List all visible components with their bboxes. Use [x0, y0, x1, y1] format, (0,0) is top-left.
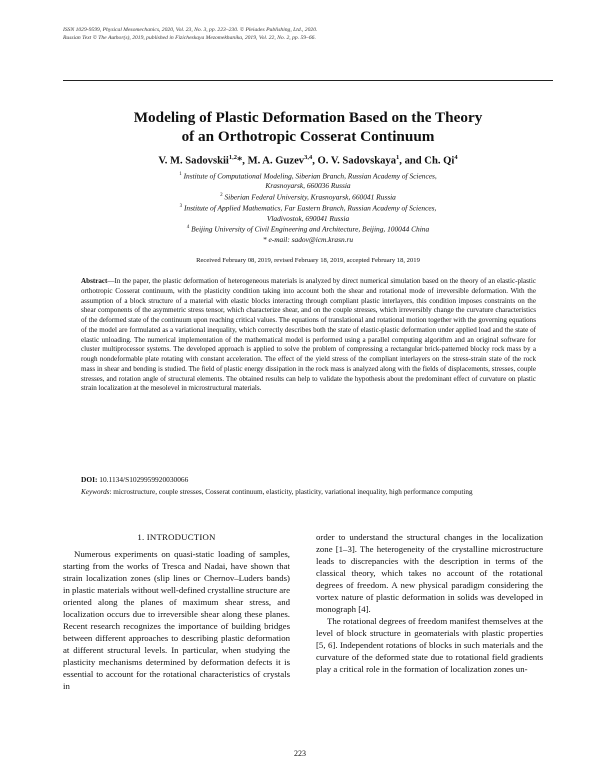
journal-header [63, 26, 553, 42]
keywords-label: Keywords [81, 488, 110, 496]
affiliation-continuation: Krasnoyarsk, 660036 Russia [265, 181, 351, 191]
affiliation [63, 223, 553, 234]
author-name: V. M. Sadovskii [158, 155, 229, 167]
author-name: O. V. Sadovskaya [317, 155, 397, 167]
author-name: Ch. Qi [424, 155, 455, 167]
body-column-left [63, 531, 290, 692]
doi-label: DOI: [81, 475, 98, 484]
body-paragraph: order to understand the structural changes in the localization zone [1–3]. The heterogeneity of the crystalline microstructure leads to discrepancies with the description in terms of the classical theory, which takes no account of the rotational degrees of freedom. A new physical paradigm considering the vortex nature of plastic deformation in solids was developed in monograph [4]. [316, 532, 543, 614]
page-number: 223 [294, 749, 306, 758]
affiliation-continuation: Vladivostok, 690041 Russia [266, 213, 350, 223]
author-affil-sup: 1 [396, 154, 400, 161]
affiliation-sup: 2 [220, 193, 223, 199]
author-affil-sup: 4 [454, 154, 458, 161]
header-line-2: Russian Text © The Author(s), 2019, published in Fizicheskaya Mezomekhanika, 2019, Vol. 22, No. 2, pp. 59–66. [63, 35, 316, 41]
keywords-text: : microstructure, couple stresses, Cosserat continuum, elasticity, plasticity, variational inequality, high performance computing [109, 488, 473, 496]
header-rule [63, 80, 553, 81]
affiliation [63, 202, 553, 213]
body-paragraph: The rotational degrees of freedom manifest themselves at the level of block structure in geomaterials with plastic properties [5, 6]. Independent rotations of blocks in such materials and the curvature of the deformed state due to rotational field gradients play a critical role in the formation of localization zones un- [316, 616, 543, 674]
paper-title [63, 108, 553, 146]
body-column-right [316, 531, 543, 675]
affiliation-list [63, 170, 553, 244]
body-paragraph: Numerous experiments on quasi-static loading of samples, starting from the works of Tresca and Nadai, have shown that strain localization zones (slip lines or Chernov–Luders bands) in plastic materials without well-defined crystalline structure are oriented along the planes of maximum shear stress, and localization occurs due to irreversible shear along these planes. Recent research recognizes the importance of building bridges between different approaches to describing plastic deformation at different structural levels. In particular, when studying the plasticity mechanisms determined by deformation defects it is essential to account for the rotational characteristics of crystals in [63, 549, 290, 691]
author-name: M. A. Guzev [247, 155, 305, 167]
abstract [81, 277, 536, 394]
affiliation-text: Institute of Computational Modeling, Siberian Branch, Russian Academy of Sciences, [181, 171, 437, 181]
author-list [63, 151, 553, 169]
affiliation-text: Siberian Federal University, Krasnoyarsk, 660041 Russia [222, 192, 396, 202]
author-affil-sup: 1,2 [228, 154, 237, 161]
affiliation [63, 191, 553, 202]
doi-value: 10.1134/S1029959920030066 [97, 475, 189, 484]
affiliation-sup: 1 [179, 172, 182, 177]
author-email: * e-mail: sadov@icm.krasn.ru [262, 234, 354, 244]
header-line-1: ISSN 1029-9599, Physical Mesomechanics, 2020, Vol. 23, No. 3, pp. 223–230. © Pleiades Publishing, Ltd., 2020. [63, 27, 318, 33]
keywords [81, 488, 536, 498]
author-sep: , and [399, 155, 425, 167]
author-sep: , [312, 155, 318, 167]
affiliation-sup: 3 [179, 204, 183, 210]
affiliation-sup: 4 [186, 225, 190, 231]
title-line-2: of an Orthotropic Cosserat Continuum [181, 128, 435, 145]
abstract-label: Abstract [81, 277, 108, 285]
section-heading: 1. INTRODUCTION [137, 532, 216, 542]
affiliation [63, 170, 553, 181]
received-dates: Received February 08, 2019, revised February 18, 2019, accepted February 18, 2019 [196, 257, 420, 264]
title-line-1: Modeling of Plastic Deformation Based on the Theory [133, 109, 483, 126]
abstract-text: —In the paper, the plastic deformation of heterogeneous materials is analyzed by direct numerical simulation based on the theory of an elastic-plastic orthotropic Cosserat continuum, with the plasticity condition taking into account both the shear and rotational mode of irreversible deformation. With the assumption of a block structure of a material with elastic blocks interacting through compliant plastic interlayers, this condition imposes constraints on the shear components of the asymmetric stress tensor, which characterize shear, and on the couple stresses, which irreversibly change the curvature characteristics of the deformed state of the continuum upon reaching critical values. The equations of translational and rotational motion together with the governing equations of the model are formulated as a variational inequality, which correctly describes both the state of elastic-plastic deformation under applied load and the state of elastic unloading. The numerical implementation of the mathematical model is performed using a parallel computing algorithm and an original software for cluster multiprocessor systems. The developed approach is applied to solve the problem of compressing a rectangular brick-patterned blocky rock mass by a rough nondeformable plate rotating with constant acceleration. The effect of the yield stress of the compliant interlayers on the stress-strain state of the rock mass in shear and bending is studied. The field of plastic energy dissipation in the rock mass is analyzed along with the fields of displacements, stresses, couple stresses, and rotation angle of structural elements. The obtained results can help to validate the hypothesis about the predominant effect of curvature on plastic strain localization at the mesolevel in microstructural materials. [81, 277, 536, 393]
author-sep: *, [236, 155, 248, 167]
affiliation-text: Institute of Applied Mathematics, Far Eastern Branch, Russian Academy of Sciences, [182, 203, 437, 213]
author-affil-sup: 3,4 [304, 154, 313, 161]
affiliation-text: Beijing University of Civil Engineering and Architecture, Beijing, 100044 China [189, 224, 430, 234]
doi [81, 475, 536, 485]
